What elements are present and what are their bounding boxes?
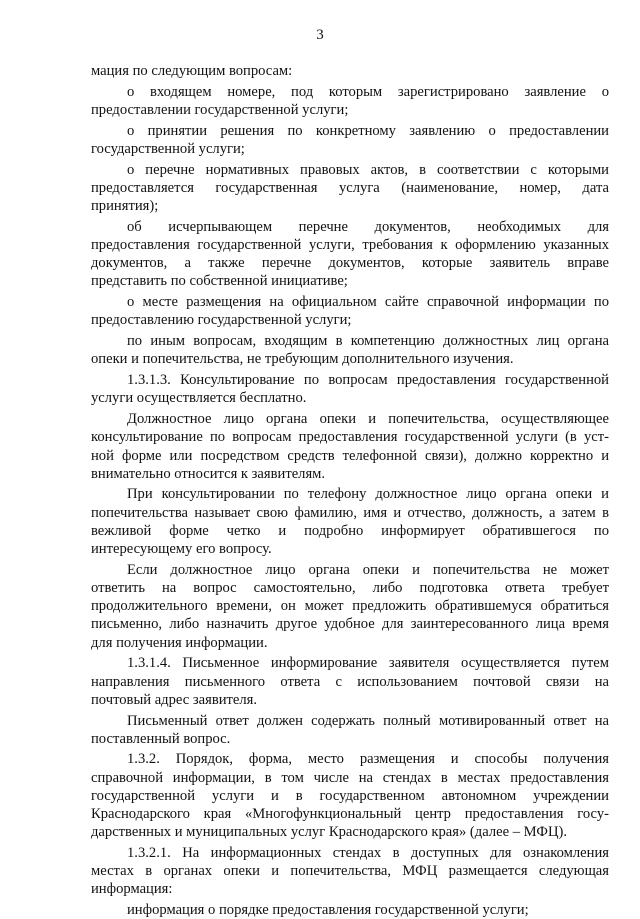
text-line: интересующему его вопросу. [91, 541, 272, 558]
text-line: Должностное лицо органа опеки и попечительства, осуществляющее [127, 411, 609, 428]
text-line: государственной услуги и в государственном автономном учреждении [91, 787, 609, 804]
text-line: для получения информации. [91, 634, 268, 651]
text-line: 1.3.2. Порядок, форма, место размещения и способы получения [127, 751, 609, 768]
text-line: Краснодарского края «Многофункциональный центр предоставления госу- [91, 806, 609, 823]
text-line: предоставления государственной услуги, требования к оформлению указанных [91, 237, 609, 254]
text-line: о перечне нормативных правовых актов, в соответствии с которыми [127, 161, 609, 178]
text-line: о месте размещения на официальном сайте справочной информации по [127, 294, 609, 311]
text-line: предоставляется государственная услуга (наименование, номер, дата [91, 179, 609, 196]
text-line: принятия); [91, 198, 159, 215]
text-line: опеки и попечительства, не требующим дополнительного изучения. [91, 351, 514, 368]
text-line: Письменный ответ должен содержать полный мотивированный ответ на [127, 712, 609, 729]
text-line: о входящем номере, под которым зарегистрировано заявление о [127, 83, 609, 100]
text-line: документов, а также перечне документов, которые заявитель вправе [91, 255, 609, 272]
text-line: почтовый адрес заявителя. [91, 691, 258, 708]
text-line: продолжительного времени, он может предложить обратившемуся обратиться [91, 598, 609, 615]
text-line: справочной информации, в том числе на стендах в местах предоставления [91, 769, 609, 786]
text-line: представить по собственной инициативе; [91, 273, 348, 290]
text-line: мация по следующим вопросам: [91, 63, 293, 79]
text-line: информация о порядке предоставления государственной услуги; [127, 902, 529, 919]
text-line: о принятии решения по конкретному заявлению о предоставлении [127, 122, 609, 139]
document-body [91, 62, 609, 919]
text-line: При консультировании по телефону должностное лицо органа опеки и [127, 486, 609, 503]
text-line: попечительства называет свою фамилию, имя и отчество, должность, а затем в [91, 504, 609, 521]
text-line: поставленный вопрос. [91, 730, 231, 747]
text-line: государственной услуги; [91, 140, 245, 157]
text-line: предоставлении государственной услуги; [91, 101, 349, 118]
text-line: по иным вопросам, входящим в компетенцию должностных лиц органа [127, 333, 609, 350]
text-line: 1.3.2.1. На информационных стендах в доступных для ознакомления [127, 845, 609, 861]
text-line: об исчерпывающем перечне документов, необходимых для [127, 218, 609, 235]
text-line: 1.3.1.4. Письменное информирование заявителя осуществляется путем [127, 655, 609, 672]
text-line: внимательно относится к заявителям. [91, 465, 326, 482]
text-line: консультирование по вопросам предоставления государственной услуги (в уст- [91, 429, 609, 446]
text-line: дарственных и муниципальных услуг Краснодарского края» (далее – МФЦ). [91, 824, 568, 841]
text-line: ответить на вопрос самостоятельно, либо подготовка ответа требует [91, 580, 609, 596]
text-line: направления письменного ответа с использованием почтовой связи на [91, 673, 609, 690]
text-line: предоставлению государственной услуги; [91, 312, 352, 329]
text-line: Если должностное лицо органа опеки и попечительства не может [127, 561, 609, 578]
text-line: информация: [91, 881, 173, 898]
page-number: 3 [316, 27, 324, 43]
text-line: 1.3.1.3. Консультирование по вопросам предоставления государственной [127, 372, 609, 389]
text-line: местах в органах опеки и попечительства, МФЦ размещается следующая [91, 863, 609, 880]
text-line: услуги осуществляется бесплатно. [91, 390, 307, 407]
text-line: ной форме или посредством средств телефонной связи), должно корректно и [91, 447, 609, 464]
text-line: письменно, либо назначить другое удобное для заинтересованного лица время [91, 616, 609, 633]
text-line: вежливой форме четко и подробно информирует обратившегося по [91, 522, 609, 539]
